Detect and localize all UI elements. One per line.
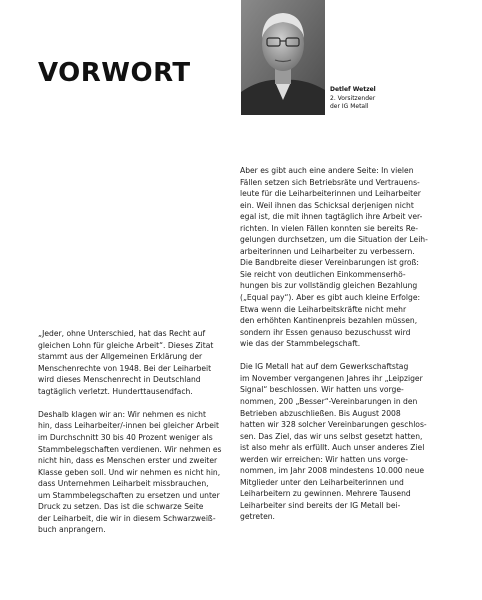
author-name: Detlef Wetzel (330, 86, 376, 93)
paragraph: Die IG Metall hat auf dem Gewerkschaftstag im November vergangenen Jahres ihr „Leipziger Signal“ beschlossen. Wir hatten uns vorge- nommen, 200 „Besser“-Vereinbarungen in den Betrieben abzuschließen. Bis August 2008 hatten wir 328 solcher Vereinbarungen geschlos- sen. Das Ziel, das wir uns selbst gesetzt hatten, ist also mehr als erfüllt. Auch unser anderes Ziel werden wir erreichen: Wir hatten uns vorge- nommen, im Jahr 2008 mindestens 10.000 neue Mitglieder unter den Leiharbeiterinnen und Leiharbeitern zu gewinnen. Mehrere Tausend Leiharbeiter sind bereits der IG Metall bei- getreten. (240, 362, 427, 522)
author-portrait-photo (241, 0, 325, 115)
right-text-column (240, 165, 445, 535)
author-caption (330, 86, 376, 112)
paragraph: Aber es gibt auch eine andere Seite: In vielen Fällen setzen sich Betriebsräte und Vertrauens- leute für die Leiharbeiterinnen und Leiharbeiter ein. Weil ihnen das Schicksal derjenigen nicht egal ist, die mit ihnen tagtäglich ihre Arbeit ver- richten. In vielen Fällen konnten sie bereits Re- gelungen durchsetzen, um die Situation der Leih- arbeiterinnen und Leiharbeiter zu verbessern. Die Bandbreite dieser Vereinbarungen ist groß: Sie reicht von deutlichen Einkommenserhö- hungen bis zur vollständig gleichen Bezahlung („Equal pay“). Aber es gibt auch kleine Erfolge: Etwa wenn die Leiharbeitskräfte nicht mehr den erhöhten Kantinenpreis bezahlen müssen, sondern ihr Essen genauso bezuschusst wird wie das der Stammbelegschaft. (240, 166, 428, 349)
portrait-image (241, 0, 325, 115)
author-role-line-2: der IG Metall (330, 103, 369, 110)
paragraph: „Jeder, ohne Unterschied, hat das Recht auf gleichen Lohn für gleiche Arbeit“. Dieses Zitat stammt aus der Allgemeinen Erklärung der Menschenrechte von 1948. Bei der Leiharbeit wird dieses Menschenrecht in Deutschland tagtäglich verletzt. Hunderttausendfach. (38, 329, 214, 396)
author-role-line-1: 2. Vorsitzender (330, 94, 376, 102)
page-title: VORWORT (38, 58, 191, 88)
left-text-column (38, 328, 233, 547)
paragraph: Deshalb klagen wir an: Wir nehmen es nicht hin, dass Leiharbeiter/-innen bei gleicher Arbeit im Durchschnitt 30 bis 40 Prozent weniger als Stammbelegschaften verdienen. Wir nehmen es nicht hin, dass es Menschen erster und zweiter Klasse geben soll. Und wir nehmen es nicht hin, dass Unternehmen Leiharbeit missbrauchen, um Stammbelegschaften zu ersetzen und unter Druck zu setzen. Das ist die schwarze Seite der Leiharbeit, die wir in diesem Schwarzweiß- buch anprangern. (38, 409, 222, 535)
